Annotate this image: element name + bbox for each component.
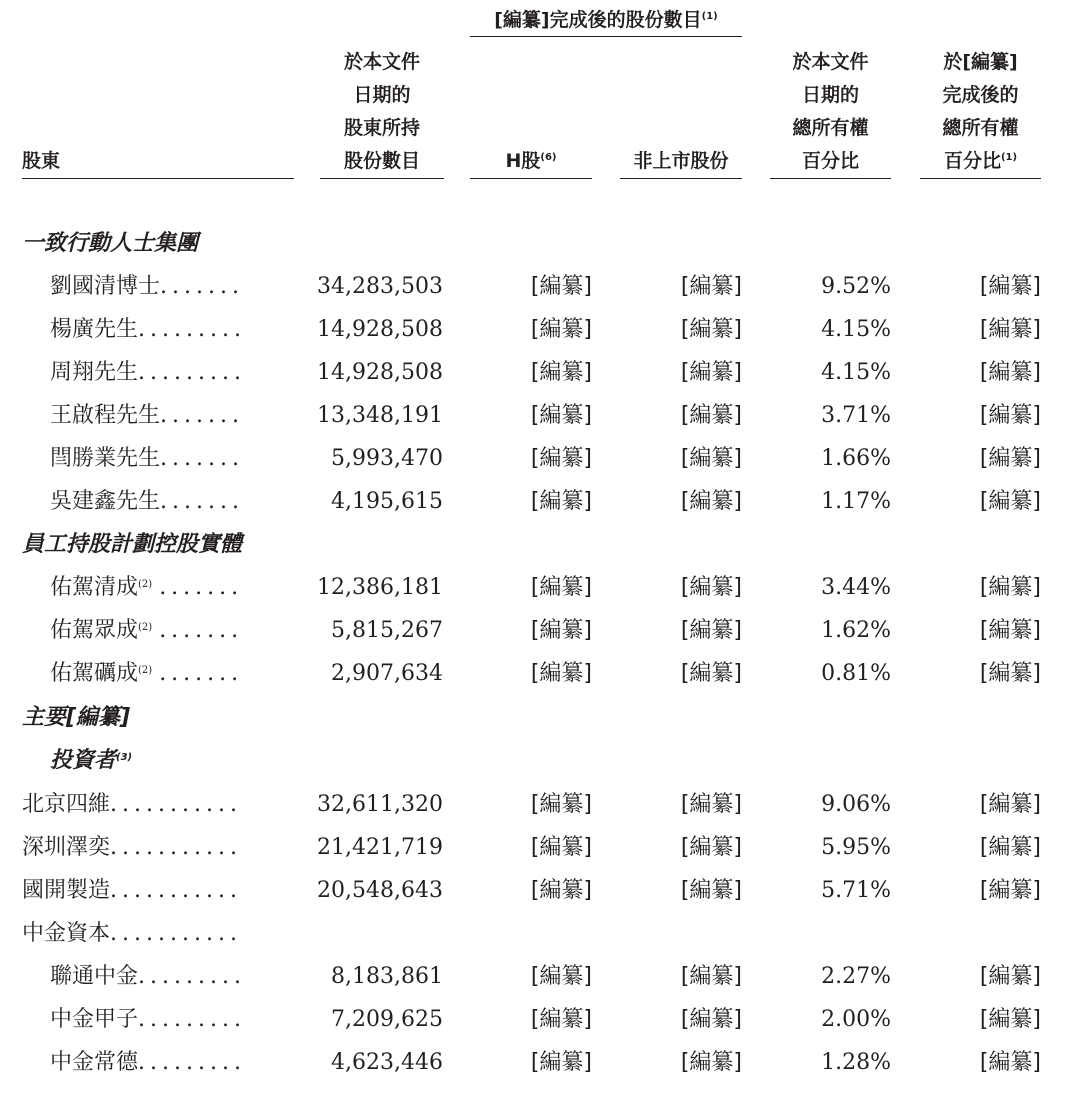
h-shares-redacted: [編纂] xyxy=(530,403,592,428)
header-pct-after-line-4 xyxy=(920,145,1041,178)
header-pct-doc-line-4: 百分比 xyxy=(801,150,859,172)
shareholder-name xyxy=(22,912,292,955)
shares-held: 8,183,861 xyxy=(331,964,443,989)
shareholder-name xyxy=(50,265,292,308)
ownership-pct: 2.27% xyxy=(821,964,891,989)
unlisted-shares-redacted: [編纂] xyxy=(680,1007,742,1032)
ownership-pct: 2.00% xyxy=(821,1007,891,1032)
ownership-pct: 4.15% xyxy=(821,317,891,342)
name-text: 王啟程先生 xyxy=(50,403,161,428)
header-h-shares-line xyxy=(470,145,592,178)
header-h-shares-note: (6) xyxy=(540,152,557,163)
shares-held: 34,283,503 xyxy=(317,274,443,299)
header-shares-line-1: 於本文件 xyxy=(343,51,420,73)
header-group-title xyxy=(470,6,742,37)
table-row xyxy=(0,955,1066,998)
header-shares-line-4: 股份數目 xyxy=(343,150,420,172)
name-text: 國開製造 xyxy=(22,878,111,903)
leader-dots: ....... xyxy=(159,661,244,686)
shares-held: 4,195,615 xyxy=(331,489,443,514)
header-group-note: (1) xyxy=(701,11,718,22)
shares-held: 20,548,643 xyxy=(317,878,443,903)
name-text: 深圳澤奕 xyxy=(22,835,111,860)
header-unlisted-label: 非上市股份 xyxy=(633,150,729,172)
section-title-major-investors: 主要[編纂] xyxy=(22,705,131,730)
leader-dots: ......... xyxy=(138,317,246,342)
shares-held: 14,928,508 xyxy=(317,360,443,385)
ownership-pct: 1.62% xyxy=(821,618,891,643)
unlisted-shares-redacted: [編纂] xyxy=(680,792,742,817)
name-text: 中金常德 xyxy=(50,1050,139,1075)
shareholder-name xyxy=(50,566,292,609)
ownership-pct-after-redacted: [編纂] xyxy=(979,317,1041,342)
header-pct-after-note: (1) xyxy=(1000,152,1018,163)
ownership-pct: 5.71% xyxy=(821,878,891,903)
header-h-shares-label: H股 xyxy=(505,150,541,172)
name-text: 聯通中金 xyxy=(50,964,139,989)
ownership-pct-after-redacted: [編纂] xyxy=(979,835,1041,860)
shareholder-name xyxy=(22,783,292,826)
table-row xyxy=(0,308,1066,351)
shares-held: 5,815,267 xyxy=(331,618,443,643)
shares-held: 14,928,508 xyxy=(317,317,443,342)
unlisted-shares-redacted: [編纂] xyxy=(680,317,742,342)
header-pct-doc-line-3: 總所有權 xyxy=(792,117,869,139)
leader-dots: ......... xyxy=(138,964,246,989)
unlisted-shares-redacted: [編纂] xyxy=(680,446,742,471)
header-pct-after-line-1: 於[編纂] xyxy=(943,51,1018,73)
h-shares-redacted: [編纂] xyxy=(530,1050,592,1075)
leader-dots: ....... xyxy=(160,446,244,471)
shareholder-name xyxy=(50,437,292,480)
ownership-pct: 5.95% xyxy=(821,835,891,860)
header-pct-after-line-2: 完成後的 xyxy=(942,84,1019,106)
ownership-pct-after-redacted: [編纂] xyxy=(979,964,1041,989)
leader-dots: ........... xyxy=(110,792,242,817)
footnote-ref: (3) xyxy=(116,752,133,763)
header-pct-doc-date xyxy=(770,44,891,179)
h-shares-redacted: [編纂] xyxy=(530,792,592,817)
name-text: 佑駕眾成 xyxy=(50,618,139,643)
ownership-pct-after-redacted: [編纂] xyxy=(979,575,1041,600)
ownership-pct-after-redacted: [編纂] xyxy=(979,489,1041,514)
table-row xyxy=(0,609,1066,652)
shareholder-name xyxy=(50,394,292,437)
table-row xyxy=(0,783,1066,826)
shareholder-name xyxy=(22,869,292,912)
ownership-pct: 3.71% xyxy=(821,403,891,428)
table-row xyxy=(0,437,1066,480)
header-pct-after-line-3: 總所有權 xyxy=(942,117,1019,139)
leader-dots: ......... xyxy=(138,360,246,385)
h-shares-redacted: [編纂] xyxy=(530,618,592,643)
leader-dots: ........... xyxy=(110,835,242,860)
leader-dots: ......... xyxy=(138,1050,246,1075)
leader-dots: ....... xyxy=(160,403,244,428)
h-shares-redacted: [編纂] xyxy=(530,489,592,514)
h-shares-redacted: [編纂] xyxy=(530,878,592,903)
table-row xyxy=(0,998,1066,1041)
shares-held: 12,386,181 xyxy=(317,575,443,600)
ownership-pct: 4.15% xyxy=(821,360,891,385)
header-pct-doc-line-1: 於本文件 xyxy=(792,51,869,73)
footnote-ref: (2) xyxy=(138,665,153,676)
unlisted-shares-redacted: [編纂] xyxy=(680,1050,742,1075)
leader-dots: ....... xyxy=(160,274,244,299)
ownership-pct: 9.52% xyxy=(821,274,891,299)
shareholder-name xyxy=(50,351,292,394)
shares-held: 32,611,320 xyxy=(317,792,443,817)
h-shares-redacted: [編纂] xyxy=(530,360,592,385)
shareholder-name xyxy=(50,652,292,695)
h-shares-redacted: [編纂] xyxy=(530,1007,592,1032)
unlisted-shares-redacted: [編纂] xyxy=(680,403,742,428)
leader-dots: ....... xyxy=(160,489,244,514)
name-text: 吳建鑫先生 xyxy=(50,489,161,514)
unlisted-shares-redacted: [編纂] xyxy=(680,835,742,860)
ownership-pct-after-redacted: [編纂] xyxy=(979,792,1041,817)
header-unlisted-shares xyxy=(620,44,742,179)
header-shareholder-label: 股東 xyxy=(22,150,61,172)
ownership-pct: 1.17% xyxy=(821,489,891,514)
header-shares-line-3: 股東所持 xyxy=(343,117,420,139)
unlisted-shares-redacted: [編纂] xyxy=(680,274,742,299)
shareholder-name xyxy=(50,480,292,523)
header-shares-line-2: 日期的 xyxy=(353,84,411,106)
table-row xyxy=(0,394,1066,437)
unlisted-shares-redacted: [編纂] xyxy=(680,360,742,385)
name-text: 周翔先生 xyxy=(50,360,139,385)
unlisted-shares-redacted: [編纂] xyxy=(680,661,742,686)
table-row xyxy=(0,351,1066,394)
header-shareholder xyxy=(22,44,294,179)
table-row xyxy=(0,566,1066,609)
table-row xyxy=(0,869,1066,912)
ownership-pct-after-redacted: [編纂] xyxy=(979,618,1041,643)
section-title-esop-entities: 員工持股計劃控股實體 xyxy=(22,532,243,557)
ownership-pct-after-redacted: [編纂] xyxy=(979,360,1041,385)
ownership-pct-after-redacted: [編纂] xyxy=(979,1007,1041,1032)
shares-held: 5,993,470 xyxy=(331,446,443,471)
ownership-pct-after-redacted: [編纂] xyxy=(979,274,1041,299)
h-shares-redacted: [編纂] xyxy=(530,575,592,600)
shares-held: 21,421,719 xyxy=(317,835,443,860)
leader-dots: ........... xyxy=(110,878,242,903)
shareholder-name xyxy=(50,308,292,351)
shares-held: 7,209,625 xyxy=(331,1007,443,1032)
unlisted-shares-redacted: [編纂] xyxy=(680,575,742,600)
leader-dots: ........... xyxy=(110,921,242,946)
name-text: 劉國清博士 xyxy=(50,274,161,299)
unlisted-shares-redacted: [編纂] xyxy=(680,964,742,989)
name-text: 閆勝業先生 xyxy=(50,446,161,471)
name-text: 佑駕礪成 xyxy=(50,661,139,686)
shares-held: 4,623,446 xyxy=(331,1050,443,1075)
ownership-pct: 3.44% xyxy=(821,575,891,600)
header-pct-doc-line-2: 日期的 xyxy=(801,84,859,106)
subtitle-text: 投資者 xyxy=(50,748,117,773)
ownership-pct-after-redacted: [編纂] xyxy=(979,661,1041,686)
header-pct-after-last: 百分比 xyxy=(943,150,1001,172)
section-subtitle-investors xyxy=(50,739,132,782)
name-text: 北京四維 xyxy=(22,792,111,817)
name-text: 楊廣先生 xyxy=(50,317,139,342)
section-title-concert-parties: 一致行動人士集團 xyxy=(22,231,199,256)
name-text: 中金資本 xyxy=(22,921,111,946)
ownership-pct: 0.81% xyxy=(821,661,891,686)
shareholder-name xyxy=(50,609,292,652)
footnote-ref: (2) xyxy=(138,622,153,633)
h-shares-redacted: [編纂] xyxy=(530,317,592,342)
h-shares-redacted: [編纂] xyxy=(530,835,592,860)
ownership-pct-after-redacted: [編纂] xyxy=(979,403,1041,428)
table-row xyxy=(0,265,1066,308)
table-row xyxy=(0,480,1066,523)
header-shares-held xyxy=(320,44,444,179)
unlisted-shares-redacted: [編纂] xyxy=(680,489,742,514)
table-row xyxy=(0,826,1066,869)
shareholder-name xyxy=(22,826,292,869)
header-h-shares xyxy=(470,44,592,179)
h-shares-redacted: [編纂] xyxy=(530,661,592,686)
table-row xyxy=(0,1041,1066,1084)
ownership-pct: 1.28% xyxy=(821,1050,891,1075)
leader-dots: ......... xyxy=(138,1007,246,1032)
table-row xyxy=(0,652,1066,695)
ownership-pct: 1.66% xyxy=(821,446,891,471)
header-group-label: [編纂]完成後的股份數目 xyxy=(494,9,702,31)
unlisted-shares-redacted: [編纂] xyxy=(680,878,742,903)
h-shares-redacted: [編纂] xyxy=(530,274,592,299)
header-pct-after xyxy=(920,44,1041,179)
shareholder-name xyxy=(50,955,292,998)
ownership-pct: 9.06% xyxy=(821,792,891,817)
leader-dots: ....... xyxy=(159,575,244,600)
ownership-pct-after-redacted: [編纂] xyxy=(979,1050,1041,1075)
leader-dots: ....... xyxy=(159,618,244,643)
h-shares-redacted: [編纂] xyxy=(530,964,592,989)
table-row-group-heading xyxy=(0,912,1066,955)
unlisted-shares-redacted: [編纂] xyxy=(680,618,742,643)
ownership-pct-after-redacted: [編纂] xyxy=(979,878,1041,903)
footnote-ref: (2) xyxy=(138,579,153,590)
shareholder-name xyxy=(50,1041,292,1084)
shares-held: 13,348,191 xyxy=(317,403,443,428)
name-text: 佑駕清成 xyxy=(50,575,139,600)
ownership-pct-after-redacted: [編纂] xyxy=(979,446,1041,471)
h-shares-redacted: [編纂] xyxy=(530,446,592,471)
shareholder-name xyxy=(50,998,292,1041)
name-text: 中金甲子 xyxy=(50,1007,139,1032)
shares-held: 2,907,634 xyxy=(331,661,443,686)
